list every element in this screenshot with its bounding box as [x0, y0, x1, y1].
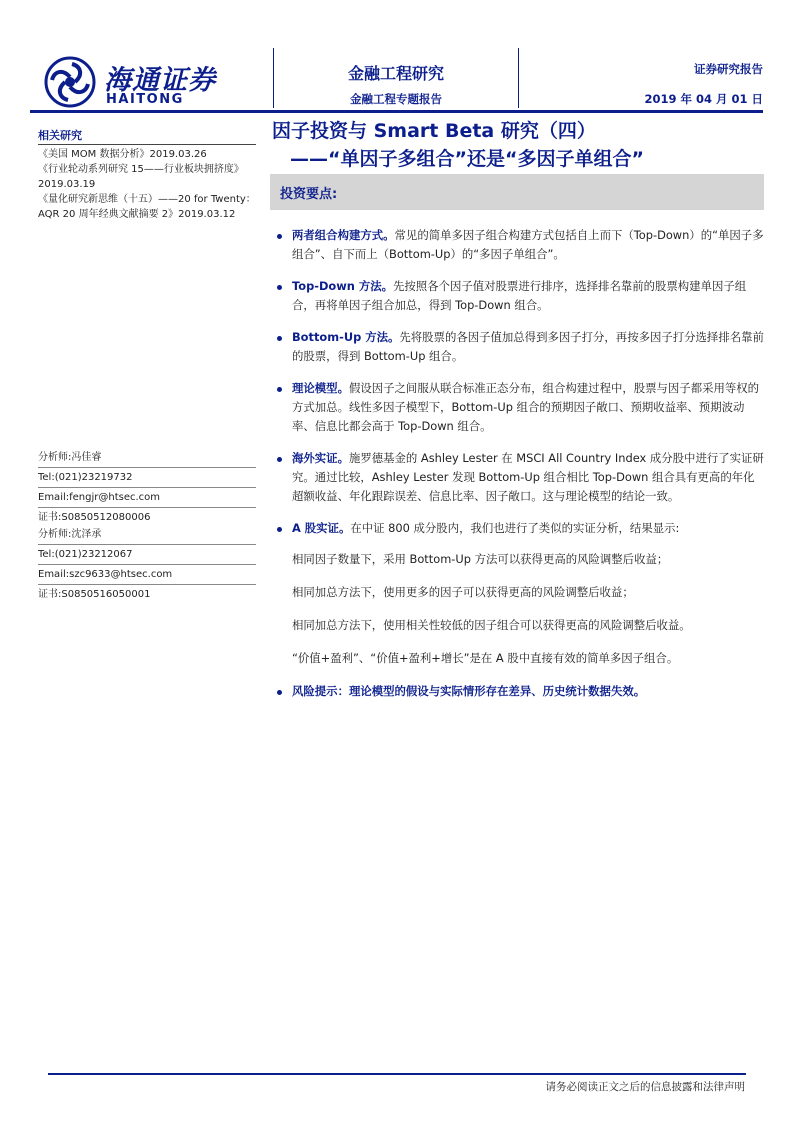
key-point-lead: A 股实证。	[292, 521, 351, 535]
logo-english-name: HAITONG	[106, 92, 184, 107]
report-subcategory: 金融工程专题报告	[350, 92, 442, 106]
related-research-list	[38, 147, 256, 222]
report-type: 证券研究报告	[694, 62, 763, 76]
key-point	[276, 379, 764, 436]
analyst-tel: Tel:(021)23219732	[38, 468, 256, 488]
report-date: 2019 年 04 月 01 日	[644, 92, 763, 106]
key-point-lead: 两者组合构建方式。	[292, 228, 395, 242]
key-point-text: 施罗德基金的 Ashley Lester 在 MSCI All Country Index 成分股中进行了实证研究。通过比较，Ashley Lester 发现 Bottom-Up 组合相比 Top-Down 组合具有更高的年化超额收益、年化跟踪误差、信息比率、因子敞口。这与理论模型的结论一致。	[292, 451, 764, 503]
related-item[interactable]: 《量化研究新思维（十五）——20 for Twenty：AQR 20 周年经典文献摘要 2》2019.03.12	[38, 194, 256, 220]
key-point-lead: Top-Down 方法。	[292, 279, 394, 293]
a-share-finding: 相同加总方法下，使用相关性较低的因子组合可以获得更高的风险调整后收益。	[292, 618, 691, 632]
key-point-text: 先按照各个因子值对股票进行排序，选择排名靠前的股票构建单因子组合，再将单因子组合加总，得到 Top-Down 组合。	[292, 279, 747, 312]
bullet-icon	[277, 234, 282, 239]
analyst-name: 分析师:冯佳睿	[38, 448, 256, 468]
analyst-license: 证书:S0850512080006	[38, 512, 151, 523]
key-points	[276, 226, 764, 714]
key-point-text: 常见的简单多因子组合构建方式包括自上而下（Top-Down）的“单因子多组合”、自下而上（Bottom-Up）的“多因子单组合”。	[292, 228, 764, 261]
haitong-logo-icon	[44, 56, 96, 108]
key-point-lead: 海外实证。	[292, 451, 349, 465]
analyst-card	[38, 525, 256, 604]
key-point-text: 先将股票的各因子值加总得到多因子打分，再按多因子打分选择排名靠前的股票，得到 Bottom-Up 组合。	[292, 330, 764, 363]
bullet-icon	[277, 690, 282, 695]
key-point-text: 在中证 800 成分股内，我们也进行了类似的实证分析，结果显示:	[350, 521, 680, 535]
key-point-lead: Bottom-Up 方法。	[292, 330, 400, 344]
analyst-name: 分析师:沈泽承	[38, 525, 256, 545]
header-divider	[518, 48, 519, 108]
key-point	[276, 519, 764, 538]
risk-warning	[276, 682, 764, 701]
risk-text: 风险提示：理论模型的假设与实际情形存在差异、历史统计数据失效。	[292, 684, 646, 698]
key-point	[276, 328, 764, 366]
sidebar-rule	[38, 144, 256, 145]
header-rule	[30, 110, 763, 113]
analyst-email[interactable]: Email:fengjr@htsec.com	[38, 488, 256, 508]
bullet-icon	[277, 336, 282, 341]
report-title: 因子投资与 Smart Beta 研究（四）	[272, 120, 596, 142]
a-share-finding: “价值+盈利”、“价值+盈利+增长”是在 A 股中直接有效的简单多因子组合。	[292, 651, 679, 665]
keypoints-bar	[270, 174, 764, 210]
bullet-icon	[277, 285, 282, 290]
analyst-tel: Tel:(021)23212067	[38, 545, 256, 565]
report-category: 金融工程研究	[347, 64, 444, 83]
key-point	[276, 277, 764, 315]
related-item[interactable]: 《美国 MOM 数据分析》2019.03.26	[38, 149, 207, 160]
analyst-card	[38, 448, 256, 527]
key-point-lead: 理论模型。	[292, 381, 349, 395]
footer-disclaimer[interactable]: 请务必阅读正文之后的信息披露和法律声明	[545, 1081, 745, 1093]
report-subtitle: ——“单因子多组合”还是“多因子单组合”	[290, 148, 644, 170]
a-share-finding: 相同加总方法下，使用更多的因子可以获得更高的风险调整后收益；	[292, 585, 634, 599]
related-research-title: 相关研究	[38, 129, 82, 142]
key-point-text: 假设因子之间服从联合标准正态分布，组合构建过程中，股票与因子都采用等权的方式加总。线性多因子模型下，Bottom-Up 组合的预期因子敞口、预期收益率、预期波动率、信息比都会高于 Top-Down 组合。	[292, 381, 760, 433]
keypoints-heading: 投资要点:	[280, 187, 338, 202]
bullet-icon	[277, 527, 282, 532]
analyst-email[interactable]: Email:szc9633@htsec.com	[38, 565, 256, 585]
key-point	[276, 226, 764, 264]
bullet-icon	[277, 457, 282, 462]
logo-chinese-name: 海通证券	[104, 65, 216, 96]
related-item[interactable]: 《行业轮动系列研究 15——行业板块拥挤度》2019.03.19	[38, 164, 244, 190]
a-share-finding: 相同因子数量下，采用 Bottom-Up 方法可以获得更高的风险调整后收益；	[292, 552, 669, 566]
key-point	[276, 449, 764, 506]
bullet-icon	[277, 387, 282, 392]
footer-rule	[48, 1073, 746, 1075]
analyst-license: 证书:S0850516050001	[38, 589, 151, 600]
